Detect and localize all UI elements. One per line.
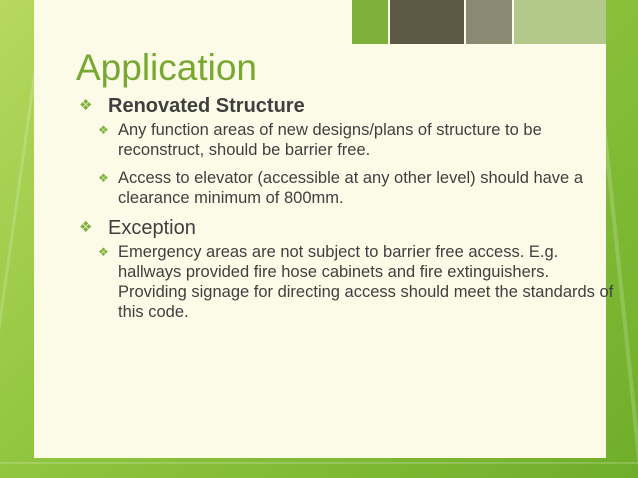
bullet-icon: ❖ [98, 123, 109, 137]
bullet-exception [74, 216, 614, 240]
bullet-renovated-structure [74, 94, 614, 118]
bullet-icon: ❖ [98, 245, 109, 259]
sub-bullet-text: Access to elevator (accessible at any other level) should have a clearance minimum of 800mm. [118, 169, 583, 207]
sub-bullet-text: Emergency areas are not subject to barrier free access. E.g. hallways provided fire hose cabinets and fire extinguishers. Providing signage for directing access should meet the standards of this code. [118, 243, 614, 321]
sub-bullet [74, 168, 614, 208]
slide-panel [34, 0, 614, 458]
decor-block [352, 0, 388, 44]
slide-content [74, 94, 614, 330]
bullet-icon: ❖ [98, 171, 109, 185]
sub-bullet [74, 242, 614, 322]
section-heading: Renovated Structure [108, 95, 305, 117]
bullet-icon: ❖ [79, 219, 93, 236]
sub-bullet-text: Any function areas of new designs/plans of structure to be reconstruct, should be barrier free. [118, 121, 542, 159]
decor-block [466, 0, 512, 44]
decor-block [514, 0, 606, 44]
decor-block [390, 0, 464, 44]
sub-bullet [74, 120, 614, 160]
slide-title: Application [76, 47, 258, 88]
bullet-icon: ❖ [79, 97, 93, 114]
section-heading: Exception [108, 217, 196, 239]
background-streak [0, 462, 638, 464]
